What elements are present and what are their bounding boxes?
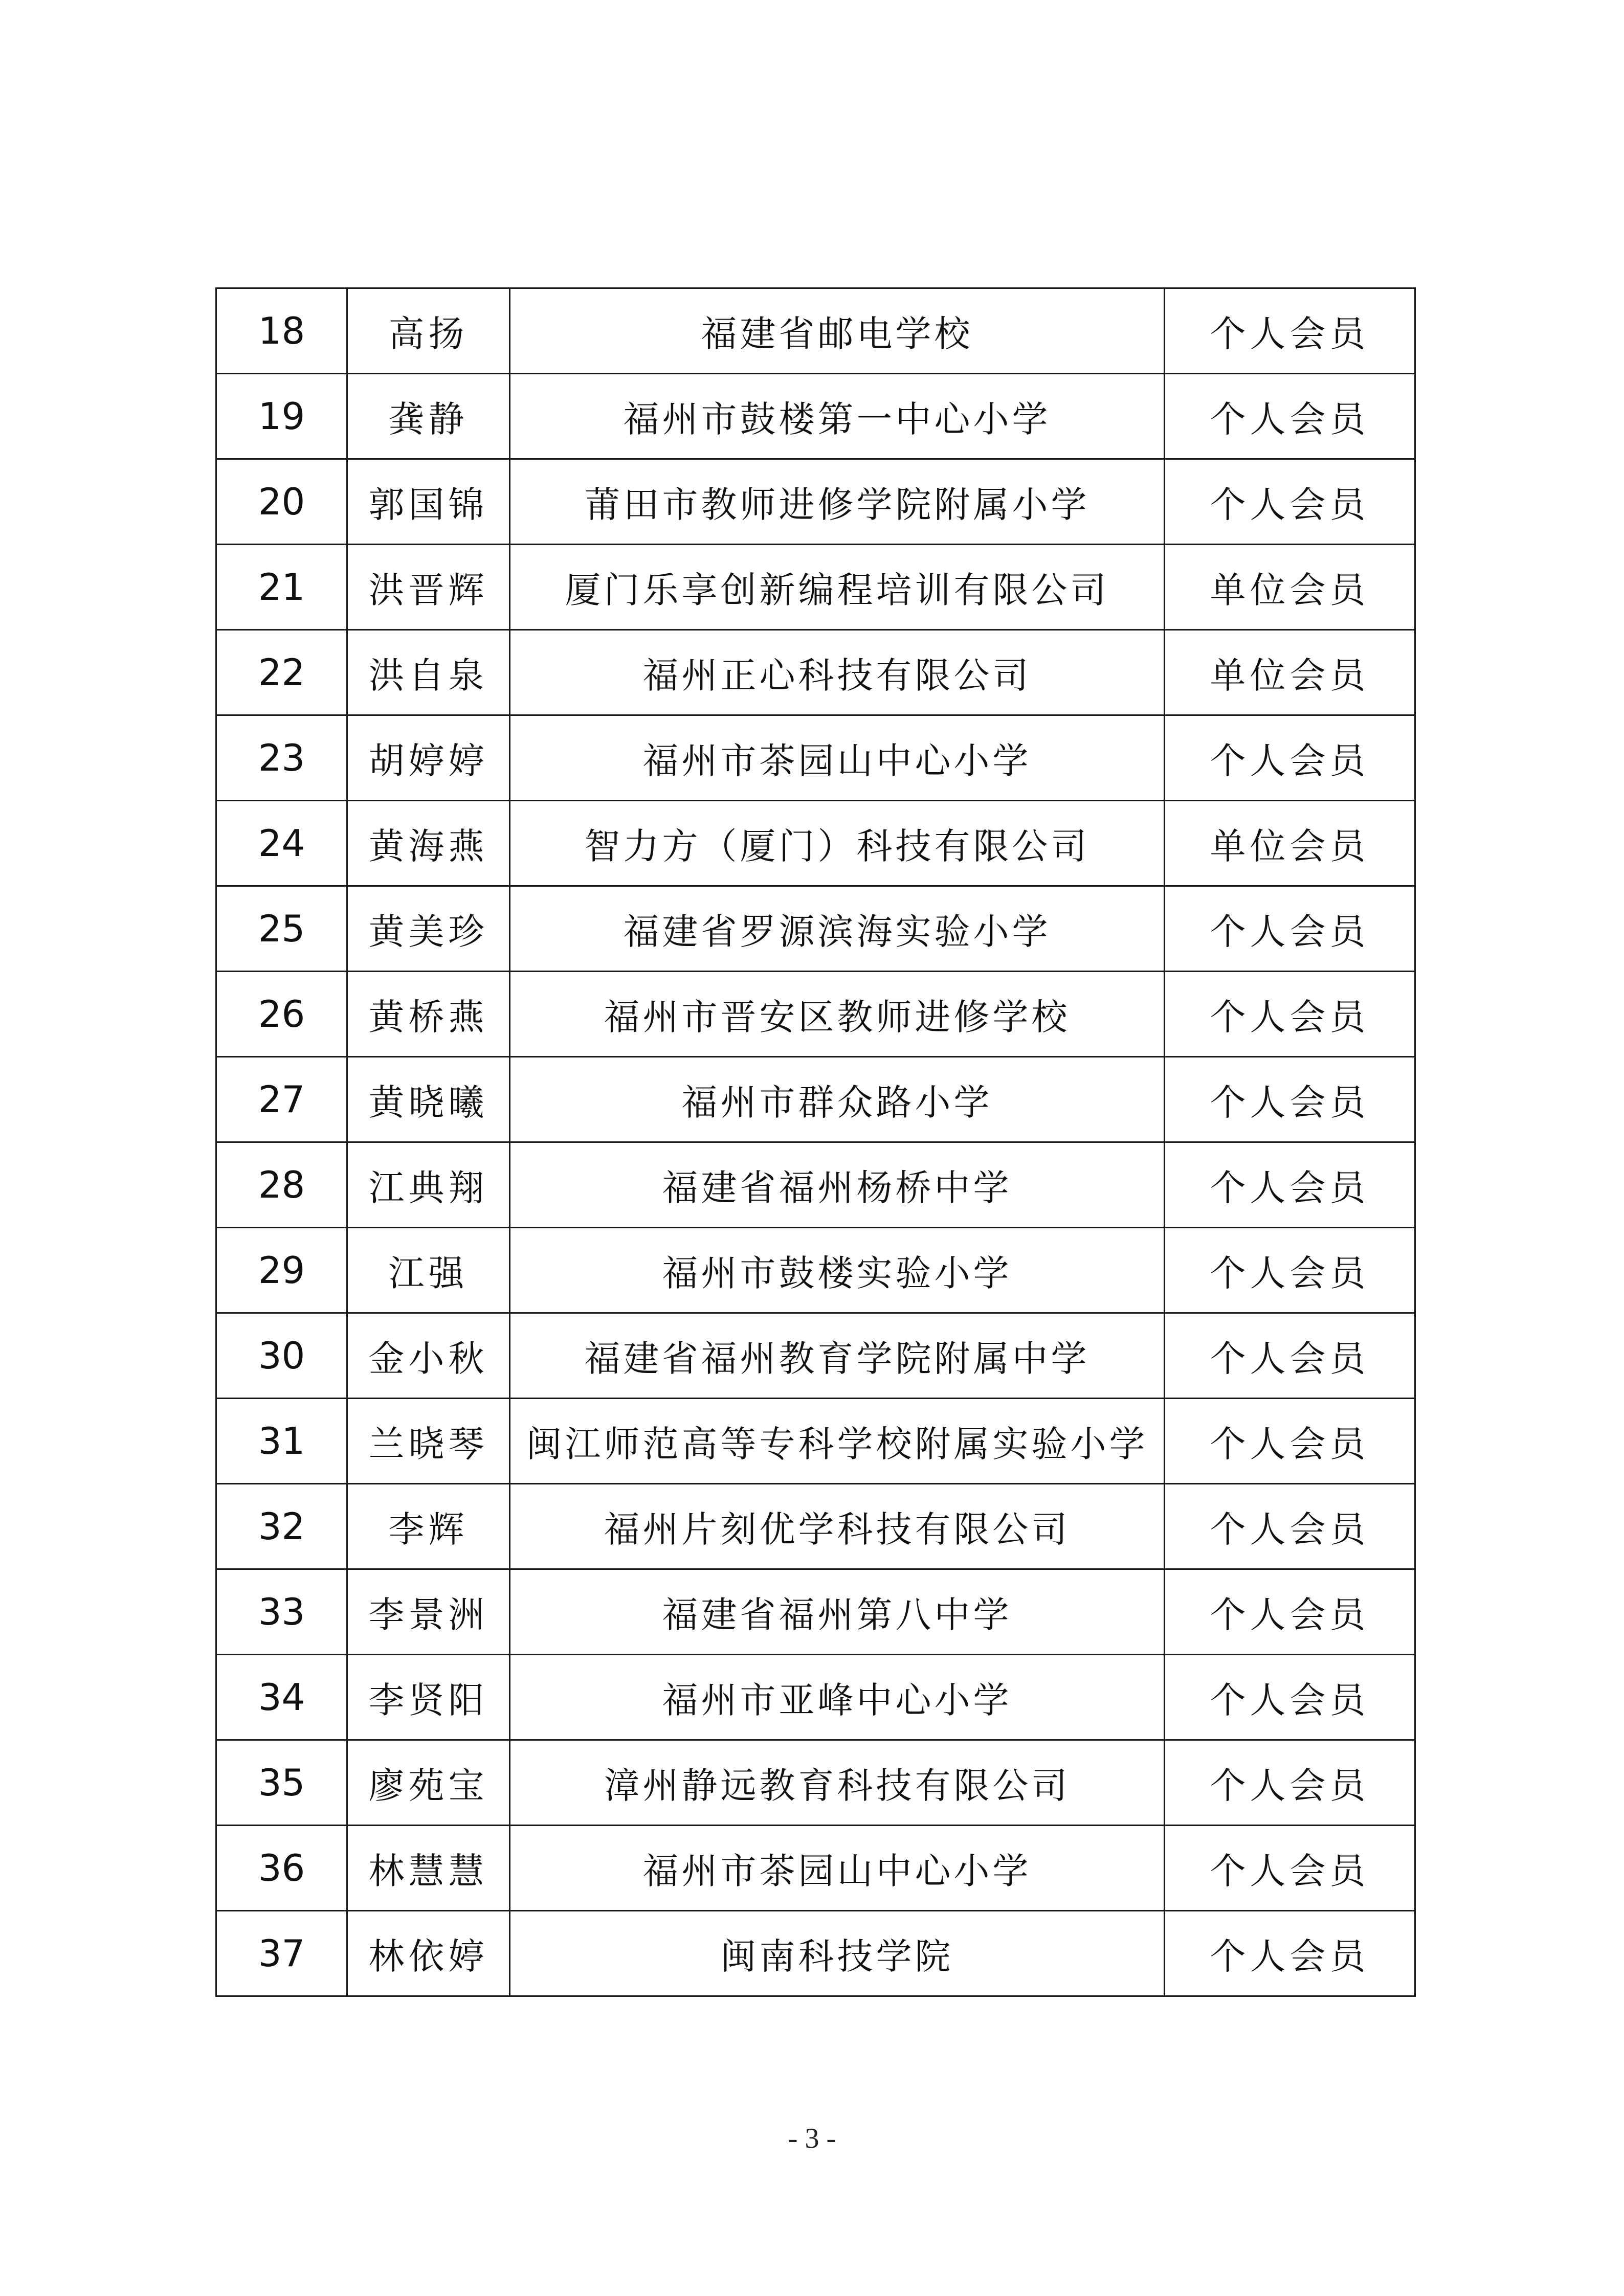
cell-member-type: 个人会员 xyxy=(1165,1057,1415,1142)
table-row xyxy=(216,715,1415,801)
cell-number: 30 xyxy=(216,1313,347,1399)
cell-member-type: 个人会员 xyxy=(1165,1911,1415,1996)
table-row xyxy=(216,1911,1415,1996)
cell-name: 江强 xyxy=(347,1228,510,1313)
cell-organization: 莆田市教师进修学院附属小学 xyxy=(510,459,1165,545)
cell-organization: 厦门乐享创新编程培训有限公司 xyxy=(510,545,1165,630)
cell-number: 31 xyxy=(216,1399,347,1484)
cell-name: 洪自泉 xyxy=(347,630,510,715)
cell-number: 24 xyxy=(216,801,347,886)
table-row xyxy=(216,1313,1415,1399)
cell-organization: 福州市晋安区教师进修学校 xyxy=(510,972,1165,1057)
table-row xyxy=(216,1142,1415,1228)
cell-organization: 闽江师范高等专科学校附属实验小学 xyxy=(510,1399,1165,1484)
cell-organization: 福建省福州杨桥中学 xyxy=(510,1142,1165,1228)
cell-organization: 福建省福州教育学院附属中学 xyxy=(510,1313,1165,1399)
cell-number: 22 xyxy=(216,630,347,715)
table-row xyxy=(216,1228,1415,1313)
cell-number: 23 xyxy=(216,715,347,801)
cell-name: 黄晓曦 xyxy=(347,1057,510,1142)
cell-organization: 福建省罗源滨海实验小学 xyxy=(510,886,1165,972)
cell-member-type: 个人会员 xyxy=(1165,374,1415,459)
cell-member-type: 个人会员 xyxy=(1165,1313,1415,1399)
cell-member-type: 个人会员 xyxy=(1165,1740,1415,1826)
cell-member-type: 个人会员 xyxy=(1165,1826,1415,1911)
cell-member-type: 个人会员 xyxy=(1165,1569,1415,1655)
cell-organization: 福建省邮电学校 xyxy=(510,288,1165,374)
cell-organization: 福州市茶园山中心小学 xyxy=(510,1826,1165,1911)
cell-member-type: 个人会员 xyxy=(1165,1142,1415,1228)
cell-name: 洪晋辉 xyxy=(347,545,510,630)
cell-name: 黄海燕 xyxy=(347,801,510,886)
member-table xyxy=(215,287,1416,1997)
cell-organization: 福州片刻优学科技有限公司 xyxy=(510,1484,1165,1569)
cell-organization: 福州市鼓楼实验小学 xyxy=(510,1228,1165,1313)
table-row xyxy=(216,1740,1415,1826)
cell-member-type: 个人会员 xyxy=(1165,288,1415,374)
table-row xyxy=(216,288,1415,374)
cell-member-type: 个人会员 xyxy=(1165,459,1415,545)
table-row xyxy=(216,1399,1415,1484)
cell-organization: 智力方（厦门）科技有限公司 xyxy=(510,801,1165,886)
cell-name: 林依婷 xyxy=(347,1911,510,1996)
cell-name: 胡婷婷 xyxy=(347,715,510,801)
cell-member-type: 个人会员 xyxy=(1165,1484,1415,1569)
cell-number: 28 xyxy=(216,1142,347,1228)
cell-member-type: 个人会员 xyxy=(1165,972,1415,1057)
cell-number: 26 xyxy=(216,972,347,1057)
cell-number: 34 xyxy=(216,1655,347,1740)
cell-name: 龚静 xyxy=(347,374,510,459)
cell-member-type: 个人会员 xyxy=(1165,1228,1415,1313)
cell-number: 20 xyxy=(216,459,347,545)
cell-organization: 福州市茶园山中心小学 xyxy=(510,715,1165,801)
cell-number: 21 xyxy=(216,545,347,630)
table-row xyxy=(216,1484,1415,1569)
cell-organization: 福州市亚峰中心小学 xyxy=(510,1655,1165,1740)
cell-member-type: 单位会员 xyxy=(1165,801,1415,886)
cell-name: 郭国锦 xyxy=(347,459,510,545)
page-number: - 3 - xyxy=(788,2123,836,2154)
cell-number: 35 xyxy=(216,1740,347,1826)
cell-member-type: 个人会员 xyxy=(1165,1399,1415,1484)
cell-organization: 漳州静远教育科技有限公司 xyxy=(510,1740,1165,1826)
table-row xyxy=(216,545,1415,630)
cell-member-type: 个人会员 xyxy=(1165,886,1415,972)
cell-name: 黄桥燕 xyxy=(347,972,510,1057)
cell-organization: 闽南科技学院 xyxy=(510,1911,1165,1996)
cell-organization: 福州市群众路小学 xyxy=(510,1057,1165,1142)
cell-member-type: 单位会员 xyxy=(1165,630,1415,715)
cell-name: 李景洲 xyxy=(347,1569,510,1655)
cell-name: 兰晓琴 xyxy=(347,1399,510,1484)
table-row xyxy=(216,801,1415,886)
cell-organization: 福建省福州第八中学 xyxy=(510,1569,1165,1655)
cell-number: 36 xyxy=(216,1826,347,1911)
table-row xyxy=(216,1057,1415,1142)
cell-number: 19 xyxy=(216,374,347,459)
cell-name: 李辉 xyxy=(347,1484,510,1569)
cell-name: 高扬 xyxy=(347,288,510,374)
cell-name: 林慧慧 xyxy=(347,1826,510,1911)
table-row xyxy=(216,374,1415,459)
cell-name: 黄美珍 xyxy=(347,886,510,972)
table-row xyxy=(216,886,1415,972)
cell-name: 李贤阳 xyxy=(347,1655,510,1740)
cell-number: 32 xyxy=(216,1484,347,1569)
table-row xyxy=(216,972,1415,1057)
cell-number: 29 xyxy=(216,1228,347,1313)
table-row xyxy=(216,459,1415,545)
table-row xyxy=(216,1826,1415,1911)
cell-member-type: 个人会员 xyxy=(1165,715,1415,801)
member-table-body xyxy=(216,288,1415,1996)
cell-name: 金小秋 xyxy=(347,1313,510,1399)
cell-number: 37 xyxy=(216,1911,347,1996)
cell-number: 18 xyxy=(216,288,347,374)
table-row xyxy=(216,1569,1415,1655)
table-row xyxy=(216,630,1415,715)
cell-member-type: 个人会员 xyxy=(1165,1655,1415,1740)
cell-member-type: 单位会员 xyxy=(1165,545,1415,630)
cell-organization: 福州正心科技有限公司 xyxy=(510,630,1165,715)
cell-number: 27 xyxy=(216,1057,347,1142)
cell-organization: 福州市鼓楼第一中心小学 xyxy=(510,374,1165,459)
cell-number: 25 xyxy=(216,886,347,972)
cell-name: 江典翔 xyxy=(347,1142,510,1228)
table-row xyxy=(216,1655,1415,1740)
cell-number: 33 xyxy=(216,1569,347,1655)
cell-name: 廖苑宝 xyxy=(347,1740,510,1826)
